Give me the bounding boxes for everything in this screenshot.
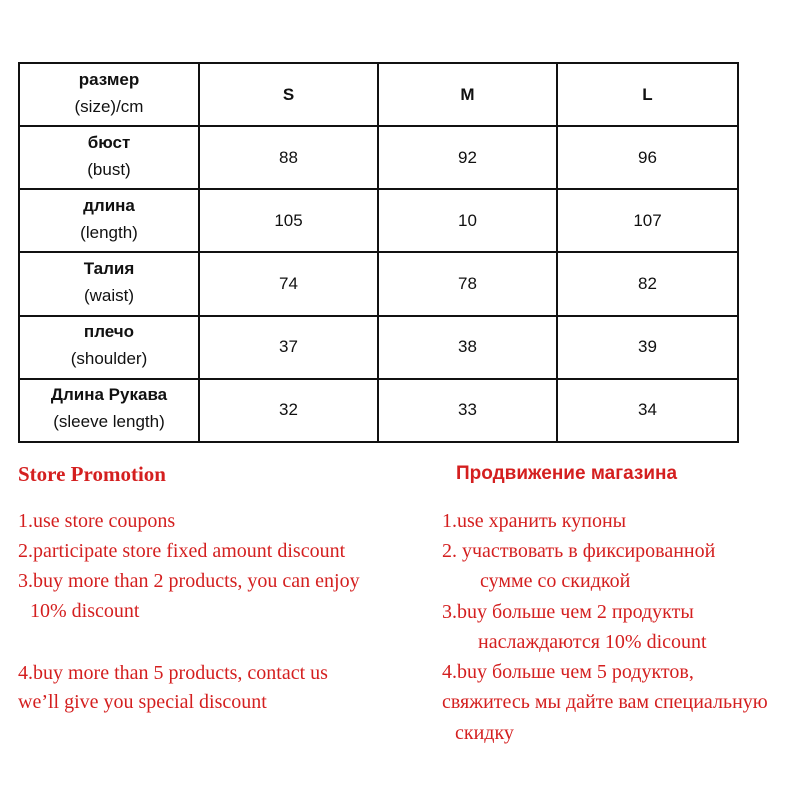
row-label-en: (bust) — [87, 159, 131, 179]
row-label-en: (sleeve length) — [53, 412, 165, 432]
promotion-line-ru: 2. участвовать в фиксированной — [442, 540, 716, 562]
row-label-cell — [19, 316, 199, 379]
promotion-line-en: 10% discount — [30, 600, 140, 622]
row-label-en: (length) — [80, 222, 138, 242]
row-label-ru: плечо — [83, 322, 135, 342]
size-header-cell — [19, 63, 199, 126]
table-cell: 34 — [557, 379, 738, 442]
table-cell: 10 — [378, 189, 557, 252]
row-label-cell — [19, 126, 199, 189]
row-label-ru: Талия — [83, 259, 135, 279]
table-row-shoulder — [19, 316, 738, 379]
size-label-en: (size)/cm — [74, 96, 144, 116]
promotion-line-en: 3.buy more than 2 products, you can enjoy — [18, 570, 360, 592]
table-cell: 105 — [199, 189, 378, 252]
table-cell: 32 — [199, 379, 378, 442]
row-label-ru: длина — [83, 195, 135, 215]
table-row-sleeve-length — [19, 379, 738, 442]
table-cell: 39 — [557, 316, 738, 379]
table-cell: 33 — [378, 379, 557, 442]
size-s-header: S — [199, 63, 378, 126]
promotion-title-ru: Продвижение магазина — [456, 463, 678, 484]
row-label-cell — [19, 379, 199, 442]
promotion-line-en: 2.participate store fixed amount discount — [18, 540, 346, 562]
table-cell: 78 — [378, 252, 557, 315]
table-cell: 96 — [557, 126, 738, 189]
table-row-length — [19, 189, 738, 252]
table-cell: 82 — [557, 252, 738, 315]
row-label-ru: Длина Рукава — [50, 385, 168, 405]
row-label-en: (shoulder) — [70, 349, 148, 369]
table-cell: 107 — [557, 189, 738, 252]
promotion-line-en: 1.use store coupons — [18, 510, 176, 532]
table-cell: 74 — [199, 252, 378, 315]
promotion-line-ru: 3.buy больше чем 2 продукты — [442, 601, 694, 623]
promotion-line-en: we’ll give you special discount — [18, 691, 267, 713]
table-cell: 38 — [378, 316, 557, 379]
row-label-en: (waist) — [83, 286, 135, 306]
promotion-title-en: Store Promotion — [18, 462, 166, 486]
promotion-line-ru: свяжитесь мы дайте вам специальную — [442, 691, 768, 713]
row-label-cell — [19, 252, 199, 315]
table-cell: 88 — [199, 126, 378, 189]
table-row-bust — [19, 126, 738, 189]
table-header-row — [19, 63, 738, 126]
size-chart-table — [18, 62, 739, 443]
row-label-ru: бюст — [87, 132, 131, 152]
promotion-line-ru: наслаждаются 10% dicount — [478, 631, 707, 653]
table-row-waist — [19, 252, 738, 315]
promotion-line-ru: 4.buy больше чем 5 родуктов, — [442, 661, 694, 683]
row-label-cell — [19, 189, 199, 252]
table-cell: 37 — [199, 316, 378, 379]
size-l-header: L — [557, 63, 738, 126]
promotion-line-ru: скидку — [455, 722, 514, 744]
table-cell: 92 — [378, 126, 557, 189]
size-label-ru: размер — [78, 69, 140, 89]
promotion-line-en: 4.buy more than 5 products, contact us — [18, 662, 328, 684]
promotion-line-ru: сумме со скидкой — [480, 570, 631, 592]
promotion-line-ru: 1.use хранить купоны — [442, 510, 627, 532]
size-m-header: M — [378, 63, 557, 126]
